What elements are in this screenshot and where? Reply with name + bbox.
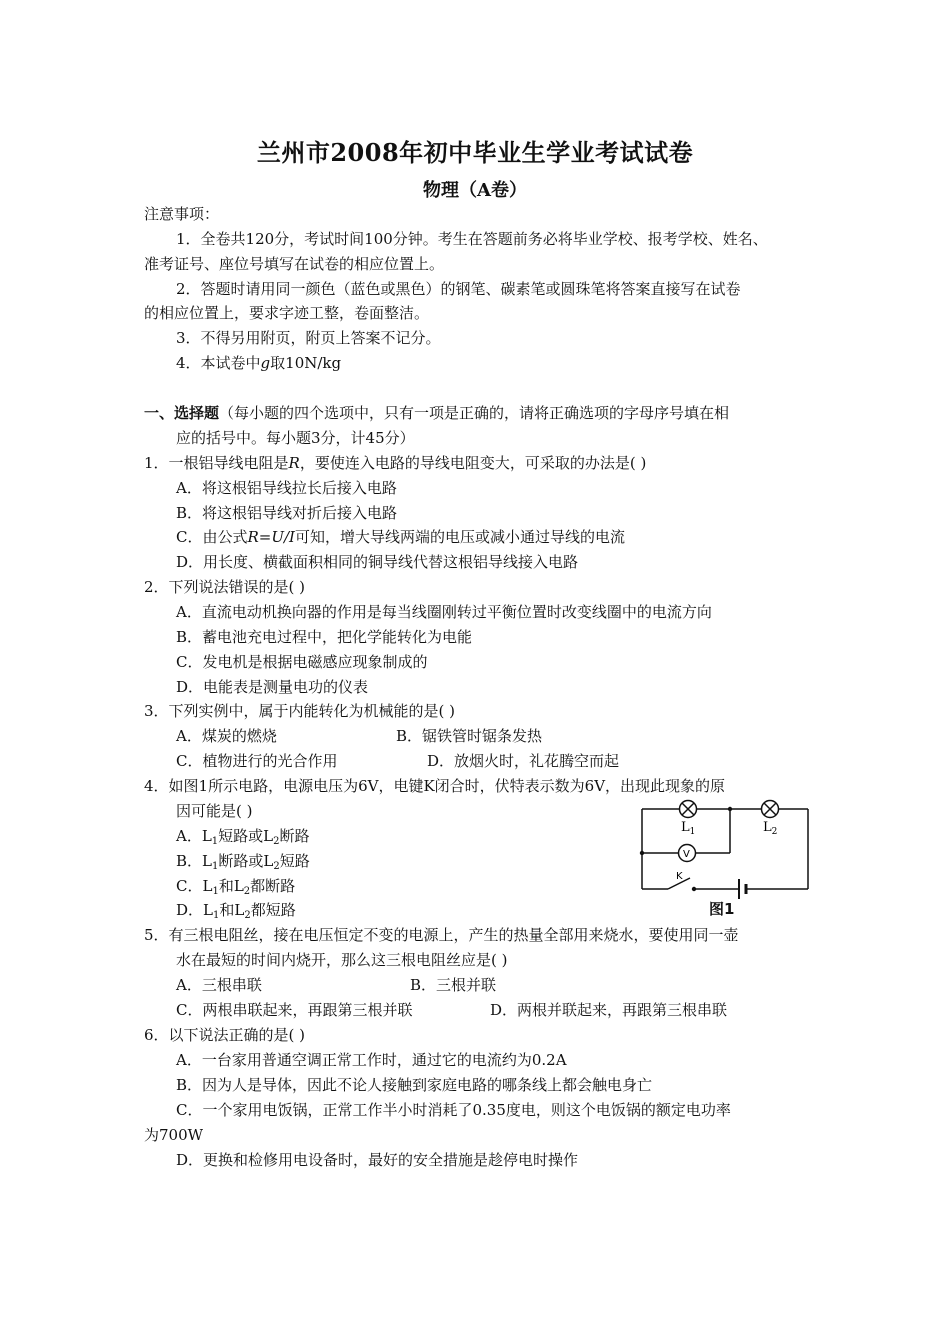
lamp-l2-letter: L bbox=[763, 820, 772, 835]
q1-stem-r: R bbox=[288, 454, 300, 472]
question-6-option-b: B．因为人是导体，因此不论人接触到家庭电路的哪条线上都会触电身亡 bbox=[176, 1076, 653, 1094]
q1-c-post: 可知，增大导线两端的电压或减小通过导线的电流 bbox=[294, 528, 625, 546]
question-6-stem: 6．以下说法正确的是( ) bbox=[144, 1026, 306, 1044]
note-1-line-2: 准考证号、座位号填写在试卷的相应位置上。 bbox=[144, 255, 445, 273]
question-2-option-c: C．发电机是根据电磁感应现象制成的 bbox=[176, 653, 428, 671]
question-6-option-c-line-2: 为700W bbox=[144, 1126, 204, 1144]
section-1-desc: （每小题的四个选项中，只有一项是正确的，请将正确选项的字母序号填在相 bbox=[219, 404, 730, 422]
question-3-option-a: A．煤炭的燃烧 bbox=[176, 727, 277, 745]
section-1-name: 选择题 bbox=[174, 404, 220, 422]
question-5-option-d: D．两根并联起来，再跟第三根串联 bbox=[490, 1001, 728, 1019]
question-1-option-d: D．用长度、横截面积相同的铜导线代替这根铝导线接入电路 bbox=[176, 553, 579, 571]
question-6-option-a: A．一台家用普通空调正常工作时，通过它的电流约为0.2A bbox=[176, 1051, 567, 1069]
question-2-option-d: D．电能表是测量电功的仪表 bbox=[176, 678, 369, 696]
junction-left bbox=[640, 851, 644, 855]
note-2-line-2: 的相应位置上，要求字迹工整，卷面整洁。 bbox=[144, 304, 430, 322]
question-5-option-a: A．三根串联 bbox=[176, 976, 262, 994]
question-4-option-b bbox=[176, 851, 310, 871]
q4d-sub2: 2 bbox=[244, 910, 251, 921]
note-4-pre: 4．本试卷中 bbox=[176, 354, 261, 372]
question-1-option-b: B．将这根铝导线对折后接入电路 bbox=[176, 504, 398, 522]
q4a-3: 断路 bbox=[279, 827, 310, 845]
note-4 bbox=[176, 353, 341, 373]
question-2-stem: 2．下列说法错误的是( ) bbox=[144, 578, 306, 596]
q4d-1: D．L bbox=[176, 901, 213, 919]
question-5-option-b: B．三根并联 bbox=[410, 976, 497, 994]
note-3: 3．不得另用附页，附页上答案不记分。 bbox=[176, 329, 441, 347]
q4c-2: 和L bbox=[218, 877, 244, 895]
exam-title: 兰州市2008年初中毕业生学业考试试卷 bbox=[256, 138, 694, 167]
question-3-option-c: C．植物进行的光合作用 bbox=[176, 752, 338, 770]
q4d-2: 和L bbox=[219, 901, 245, 919]
notes-heading: 注意事项： bbox=[144, 205, 220, 223]
question-4-option-a bbox=[176, 826, 310, 846]
note-4-g: g bbox=[260, 354, 271, 372]
section-1-number: 一、 bbox=[144, 404, 175, 422]
note-1-line-1: 1．全卷共120分，考试时间100分钟。考生在答题前务必将毕业学校、报考学校、姓名、 bbox=[176, 230, 768, 248]
q4b-3: 短路 bbox=[279, 852, 310, 870]
exam-subtitle: 物理（A卷） bbox=[423, 180, 527, 201]
lamp-l2-sub: 2 bbox=[771, 827, 778, 837]
junction-top bbox=[728, 807, 732, 811]
question-1-stem bbox=[144, 453, 646, 473]
q4b-sub1: 1 bbox=[211, 861, 219, 872]
question-4-option-d bbox=[176, 900, 296, 920]
question-3-option-d: D．放烟火时，礼花腾空而起 bbox=[427, 752, 620, 770]
question-1-option-c bbox=[176, 527, 625, 547]
voltmeter-label: V bbox=[683, 849, 690, 860]
question-5-option-c: C．两根串联起来，再跟第三根并联 bbox=[176, 1001, 413, 1019]
q4d-3: 都短路 bbox=[250, 901, 296, 919]
q4b-1: B．L bbox=[176, 852, 212, 870]
note-4-post: 取10N/kg bbox=[270, 354, 342, 372]
question-3-option-b: B．锯铁管时锯条发热 bbox=[396, 727, 543, 745]
lamp-l1-label bbox=[681, 820, 695, 837]
question-6-option-c-line-1: C．一个家用电饭锅，正常工作半小时消耗了0.35度电，则这个电饭锅的额定电功率 bbox=[176, 1101, 731, 1119]
question-4-stem-line-2: 因可能是( ) bbox=[176, 802, 253, 820]
switch-contact bbox=[692, 887, 696, 891]
question-1-option-a: A．将这根铝导线拉长后接入电路 bbox=[176, 479, 397, 497]
q1-stem-pre: 1．一根铝导线电阻是 bbox=[144, 454, 289, 472]
q1-c-pre: C．由公式 bbox=[176, 528, 248, 546]
q1-stem-post: ，要使连入电路的导线电阻变大，可采取的办法是( ) bbox=[299, 454, 647, 472]
lamp-l2-label bbox=[763, 820, 777, 837]
q4c-sub2: 2 bbox=[243, 886, 251, 897]
note-2-line-1: 2．答题时请用同一颜色（蓝色或黑色）的钢笔、碳素笔或圆珠笔将答案直接写在试卷 bbox=[176, 280, 741, 298]
switch-label: K bbox=[676, 871, 683, 882]
question-5-stem-line-2: 水在最短的时间内烧开，那么这三根电阻丝应是( ) bbox=[176, 951, 508, 969]
question-3-stem: 3．下列实例中，属于内能转化为机械能的是( ) bbox=[144, 702, 456, 720]
q4b-2: 断路或L bbox=[218, 852, 274, 870]
figure-1-caption: 图1 bbox=[709, 900, 735, 918]
q4c-3: 都断路 bbox=[250, 877, 296, 895]
q4c-1: C．L bbox=[176, 877, 213, 895]
section-1-heading bbox=[144, 403, 729, 423]
question-4-option-c bbox=[176, 876, 295, 896]
q4a-1: A．L bbox=[176, 827, 212, 845]
question-6-option-d: D．更换和检修用电设备时，最好的安全措施是趁停电时操作 bbox=[176, 1151, 579, 1169]
q4a-2: 短路或L bbox=[218, 827, 274, 845]
q4b-sub2: 2 bbox=[273, 861, 280, 872]
q4a-sub1: 1 bbox=[211, 836, 219, 847]
lamp-l1-letter: L bbox=[681, 820, 690, 835]
q4a-sub2: 2 bbox=[273, 836, 280, 847]
section-1-desc-line-2: 应的括号中。每小题3分，计45分） bbox=[176, 429, 415, 447]
q4d-sub1: 1 bbox=[213, 910, 220, 921]
lamp-l1-sub: 1 bbox=[689, 827, 696, 837]
question-5-stem-line-1: 5．有三根电阻丝，接在电压恒定不变的电源上，产生的热量全部用来烧水，要使用同一壶 bbox=[144, 926, 739, 944]
question-4-stem-line-1: 4．如图1所示电路，电源电压为6V，电键K闭合时，伏特表示数为6V，出现此现象的原 bbox=[144, 777, 726, 795]
q4c-sub1: 1 bbox=[212, 886, 219, 897]
question-2-option-a: A．直流电动机换向器的作用是每当线圈刚转过平衡位置时改变线圈中的电流方向 bbox=[176, 603, 712, 621]
q1-c-formula: R=U/I bbox=[247, 528, 295, 546]
question-2-option-b: B．蓄电池充电过程中，把化学能转化为电能 bbox=[176, 628, 473, 646]
